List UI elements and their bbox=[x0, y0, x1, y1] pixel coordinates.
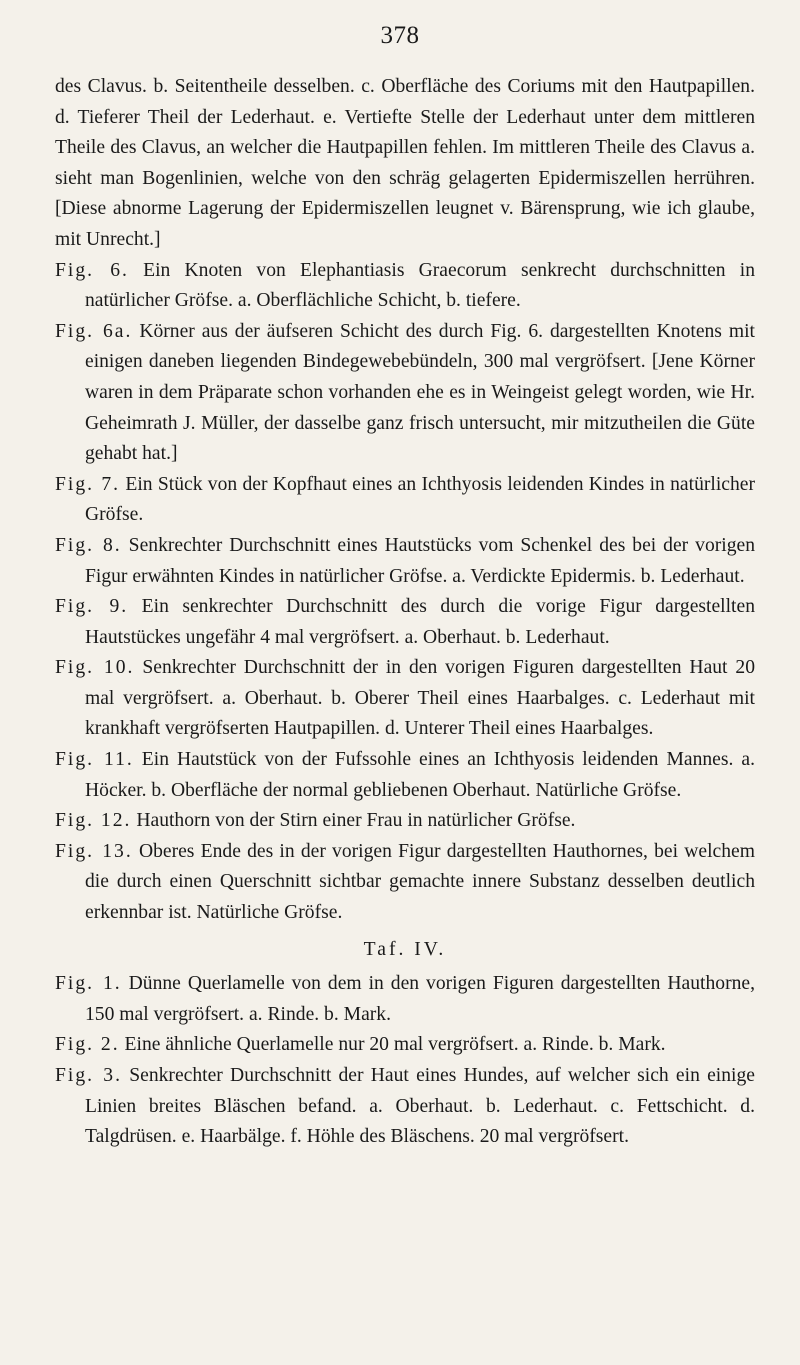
figure-caption-8 bbox=[55, 531, 755, 592]
body-text bbox=[55, 72, 755, 1153]
caption-text: Ein senkrechter Durchschnitt des durch die vorige Figur dargestellten Hautstückes ungefähr 4 mal vergröfsert. a. Oberhaut. b. Lederhaut. bbox=[85, 596, 755, 648]
figure-label: Fig. 7. bbox=[55, 473, 121, 495]
caption-text: Ein Hautstück von der Fufssohle eines an Ichthyosis leidenden Mannes. a. Höcker. b. Oberfläche der normal gebliebenen Oberhaut. Natürliche Gröfse. bbox=[85, 749, 755, 801]
caption-text: Körner aus der äufseren Schicht des durch Fig. 6. dargestellten Knotens mit einigen daneben liegenden Bindegewebebündeln, 300 mal vergröfsert. [Jene Körner waren in dem Präparate schon vorhanden ehe es in Weingeist gelegt worden, wie Hr. Geheimrath J. Müller, der dasselbe ganz frisch untersucht, mir mitzutheilen die Güte gehabt hat.] bbox=[85, 320, 755, 465]
figure-label: Fig. 9. bbox=[55, 596, 129, 618]
figure-label: Fig. 3. bbox=[55, 1065, 122, 1086]
caption-text: Senkrechter Durchschnitt eines Hautstücks vom Schenkel des bei der vorigen Figur erwähnten Kindes in natürlicher Gröfse. a. Verdickte Epidermis. b. Lederhaut. bbox=[85, 534, 756, 587]
figure-caption-9 bbox=[55, 592, 755, 653]
figure-label: Fig. 2. bbox=[55, 1034, 120, 1056]
figure-caption-7 bbox=[55, 470, 755, 531]
figure-label: Fig. 11. bbox=[55, 749, 134, 771]
figure-caption-iv-3 bbox=[55, 1061, 755, 1153]
figure-caption-iv-2 bbox=[55, 1030, 755, 1061]
caption-text: Eine ähnliche Querlamelle nur 20 mal vergröfsert. a. Rinde. b. Mark. bbox=[124, 1034, 666, 1056]
figure-caption-13 bbox=[55, 837, 755, 929]
caption-text: Senkrechter Durchschnitt der Haut eines Hundes, auf welcher sich ein einige Linien breites Bläschen befand. a. Oberhaut. b. Lederhaut. c. Fettschicht. d. Talgdrüsen. e. Haarbälge. f. Höhle des Bläschens. 20 mal vergröfsert. bbox=[85, 1065, 755, 1148]
figure-caption-iv-1 bbox=[55, 969, 755, 1030]
figure-caption-10 bbox=[55, 653, 755, 745]
page-number: 378 bbox=[380, 22, 420, 49]
caption-text: Senkrechter Durchschnitt der in den vorigen Figuren dargestellten Haut 20 mal vergröfsert. a. Oberhaut. b. Oberer Theil eines Haarbalges. c. Lederhaut mit krankhaft vergröfserten Hautpapillen. d. Unterer Theil eines Haarbalges. bbox=[85, 657, 755, 740]
caption-text: Ein Knoten von Elephantiasis Graecorum senkrecht durchschnitten in natürlicher Gröfse. a. Oberflächliche Schicht, b. tiefere. bbox=[85, 259, 755, 312]
paragraph-continued: des Clavus. b. Seitentheile desselben. c. Oberfläche des Coriums mit den Hautpapillen. d. Tieferer Theil der Lederhaut. e. Vertiefte Stelle der Lederhaut unter dem mittleren Theile des Clavus, an welcher die Hautpapillen fehlen. Im mittleren Theile des Clavus a. sieht man Bogenlinien, welche von den schräg gelagerten Epidermiszellen herrühren. [Diese abnorme Lagerung der Epidermiszellen leugnet v. Bärensprung, wie ich glaube, mit Unrecht.] bbox=[55, 76, 755, 250]
caption-text: Oberes Ende des in der vorigen Figur dargestellten Hauthornes, bei welchem die durch einen Querschnitt sichtbar gemachte innere Substanz desselben deutlich erkennbar ist. Natürliche Gröfse. bbox=[85, 840, 755, 924]
figure-caption-6 bbox=[55, 256, 755, 317]
figure-label: Fig. 1. bbox=[55, 973, 122, 995]
figure-caption-12 bbox=[55, 806, 755, 837]
figure-label: Fig. 8. bbox=[55, 534, 122, 556]
caption-text: Dünne Querlamelle von dem in den vorigen Figuren dargestellten Hauthorne, 150 mal vergröfsert. a. Rinde. b. Mark. bbox=[85, 973, 755, 1025]
caption-text: Ein Stück von der Kopfhaut eines an Ichthyosis leidenden Kindes in natürlicher Gröfse. bbox=[85, 473, 755, 526]
figure-label: Fig. 13. bbox=[55, 840, 133, 862]
figure-caption-6a bbox=[55, 317, 755, 470]
section-heading: Taf. IV. bbox=[363, 938, 447, 960]
caption-text: Hauthorn von der Stirn einer Frau in natürlicher Gröfse. bbox=[136, 810, 576, 832]
figure-label: Fig. 6a. bbox=[55, 320, 133, 342]
figure-label: Fig. 12. bbox=[55, 810, 132, 832]
figure-caption-11 bbox=[55, 745, 755, 806]
figure-label: Fig. 10. bbox=[55, 657, 135, 679]
figure-label: Fig. 6. bbox=[55, 259, 129, 281]
